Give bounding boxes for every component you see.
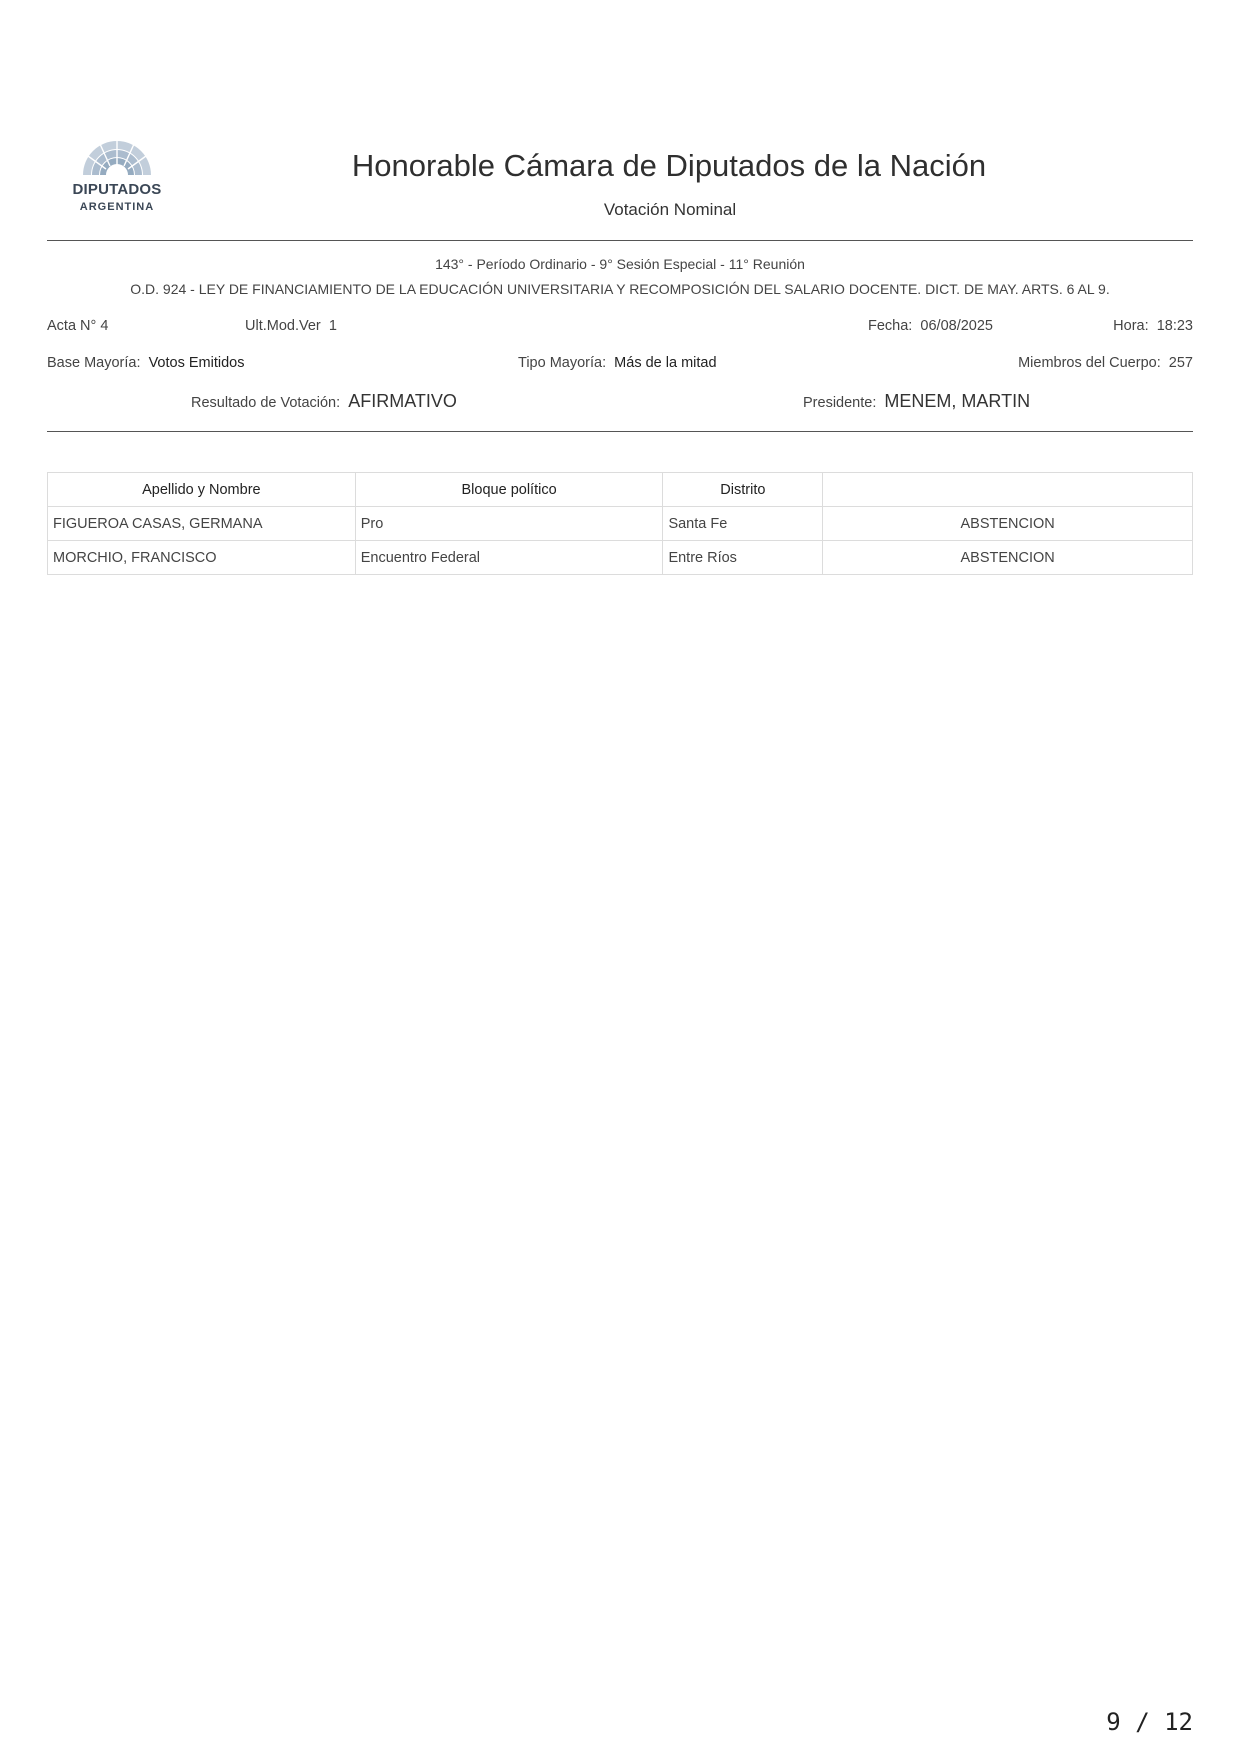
- cell-bloque: Pro: [355, 507, 663, 541]
- tipo-mayoria-label: Tipo Mayoría:: [518, 355, 607, 371]
- votes-table: [47, 472, 1193, 575]
- tipo-mayoria-field: [518, 355, 717, 371]
- fecha-label: Fecha:: [868, 318, 913, 334]
- presidente-value: MENEM, MARTIN: [884, 391, 1031, 411]
- cell-distrito: Entre Ríos: [663, 541, 823, 575]
- resultado-field: [191, 391, 457, 412]
- session-period: 143° - Período Ordinario - 9° Sesión Especial - 11° Reunión: [435, 256, 805, 272]
- cell-vote: ABSTENCION: [823, 507, 1193, 541]
- table-row: [48, 541, 1193, 575]
- column-header-distrito: Distrito: [663, 473, 823, 507]
- ultmod-value: 1: [328, 318, 337, 334]
- document-subtitle: Votación Nominal: [603, 200, 737, 219]
- hora-label: Hora:: [1113, 318, 1149, 334]
- fecha-value: 06/08/2025: [920, 318, 993, 334]
- header-divider: [47, 240, 1193, 241]
- logo-text-diputados: DIPUTADOS: [72, 181, 162, 198]
- base-mayoria-value: Votos Emitidos: [148, 355, 245, 371]
- column-header-vote: [823, 473, 1193, 507]
- meta-divider: [47, 431, 1193, 432]
- ultmod-label: Ult.Mod.Ver: [245, 318, 321, 334]
- cell-vote: ABSTENCION: [823, 541, 1193, 575]
- resultado-value: AFIRMATIVO: [348, 391, 457, 411]
- cell-name: FIGUEROA CASAS, GERMANA: [48, 507, 356, 541]
- tipo-mayoria-value: Más de la mitad: [614, 355, 717, 371]
- cell-name: MORCHIO, FRANCISCO: [48, 541, 356, 575]
- column-header-name: Apellido y Nombre: [48, 473, 356, 507]
- base-mayoria-label: Base Mayoría:: [47, 355, 141, 371]
- logo-text-argentina: ARGENTINA: [79, 201, 155, 213]
- presidente-label: Presidente:: [803, 395, 877, 411]
- cell-bloque: Encuentro Federal: [355, 541, 663, 575]
- table-row: [48, 507, 1193, 541]
- cell-distrito: Santa Fe: [663, 507, 823, 541]
- hora-value: 18:23: [1156, 318, 1193, 334]
- fecha-field: [868, 318, 993, 334]
- ultmod-field: [245, 318, 337, 334]
- base-mayoria-field: [47, 355, 244, 371]
- miembros-value: 257: [1168, 355, 1193, 371]
- column-header-bloque: Bloque político: [355, 473, 663, 507]
- miembros-field: [1018, 355, 1193, 371]
- document-title: Honorable Cámara de Diputados de la Nación: [351, 148, 987, 183]
- resultado-label: Resultado de Votación:: [191, 395, 341, 411]
- table-header-row: [48, 473, 1193, 507]
- acta-number: Acta N° 4: [47, 318, 109, 334]
- miembros-label: Miembros del Cuerpo:: [1018, 355, 1161, 371]
- hora-field: [1113, 318, 1193, 334]
- page-number: 9 / 12: [1106, 1708, 1193, 1736]
- session-subject: O.D. 924 - LEY DE FINANCIAMIENTO DE LA EDUCACIÓN UNIVERSITARIA Y RECOMPOSICIÓN DEL SALARIO DOCENTE. DICT. DE MAY. ARTS. 6 AL 9.: [130, 281, 1110, 297]
- presidente-field: [803, 391, 1030, 412]
